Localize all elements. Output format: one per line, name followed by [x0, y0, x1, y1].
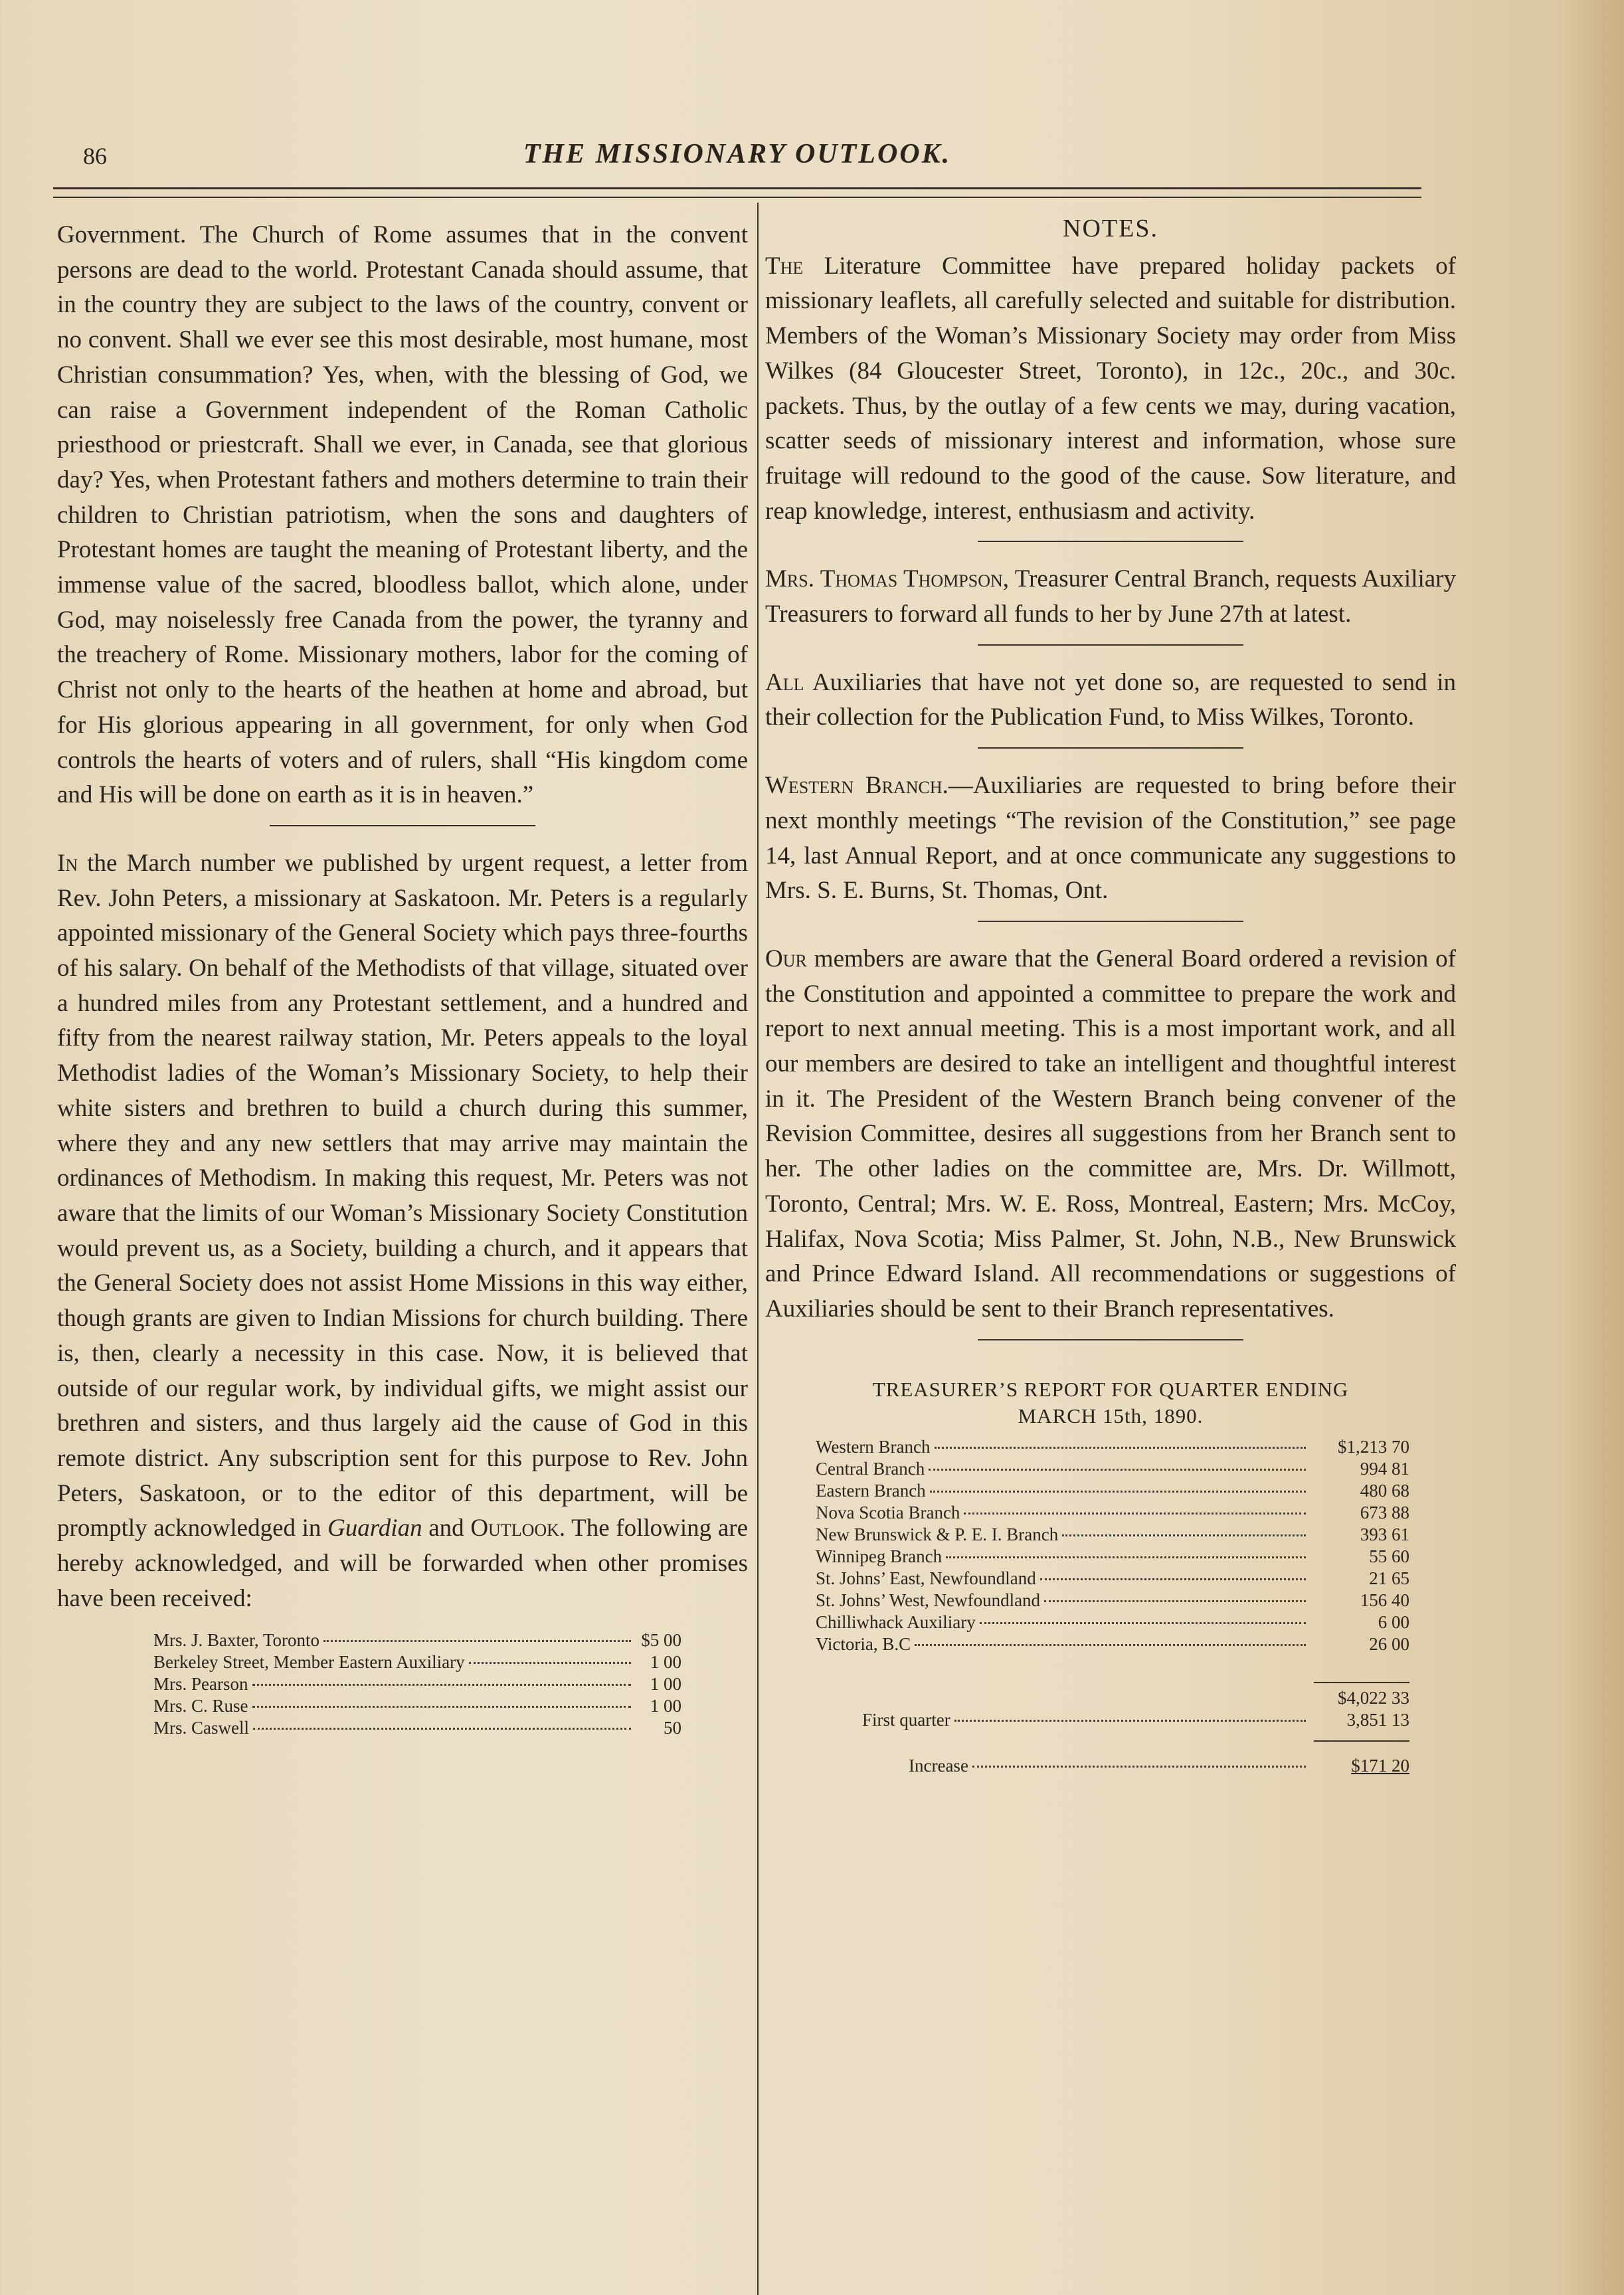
list-item: Mrs. C. Ruse 1 00 — [153, 1696, 681, 1716]
literature-note: The Literature Committee have prepared holiday packets of missionary leaflets, all carefully selected and suitable for distribution. Members of the Woman’s Missionary Society may order from Miss Wilkes (84 Gloucester Street, Toronto), in 12c., 20c., and 30c. packets. Thus, by the outlay of a few cents we may, during vacation, scatter seeds of missionary interest and information, whose sure fruitage will redound to the good of the cause. Sow literature, and reap knowledge, interest, enthusiasm and activity. — [765, 252, 1456, 525]
table-row: Chilliwhack Auxiliary 6 00 — [816, 1611, 1409, 1632]
table-row: Victoria, B.C 26 00 — [816, 1633, 1409, 1654]
right-column — [765, 211, 1456, 1777]
government-paragraph: Government. The Church of Rome assumes that in the convent persons are dead to the world. Protestant Canada should assume, that in the country they are subject to the laws of the country, convent or no convent. Shall we ever see this most desirable, most humane, most Christian consummation? Yes, when, with the blessing of God, we can raise a Government independent of the Roman Catholic priesthood or priestcraft. Shall we ever, in Canada, see that glorious day? Yes, when Protestant fathers and mothers determine to train their children to Christian patriotism, when the sons and daughters of Protestant homes are taught the meaning of Protestant liberty, and the immense value of the sacred, bloodless ballot, which alone, under God, may noiselessly free Canada from the power, the tyranny and the treachery of Rome. Missionary mothers, labor for the coming of Christ not only to the hearts of the heathen at home and abroad, but for His glorious appearing in all government, for only when God controls the hearts of voters and of rulers, shall “His kingdom come and His will be done on earth as it is in heaven.” — [57, 221, 748, 809]
outlook-title: Outlook — [470, 1515, 559, 1542]
table-row: New Brunswick & P. E. I. Branch 393 61 — [816, 1524, 1409, 1544]
list-item: Mrs. Pearson 1 00 — [153, 1674, 681, 1695]
revision-note: Our members are aware that the General Board ordered a revision of the Constitution and appointed a committee to prepare the work and report to next annual meeting. This is a most important work, and all our members are desired to take an intelligent and thoughtful interest in it. The President of the Western Branch being convener of the Revision Committee, desires all suggestions from her Branch sent to her. The other ladies on the committee are, Mrs. Dr. Willmott, Toronto, Central; Mrs. W. E. Ross, Montreal, Eastern; Mrs. McCoy, Halifax, Nova Scotia; Miss Palmer, St. John, N.B., New Brunswick and Prince Edward Island. All recommendations or suggestions of Auxiliaries should be sent to their Branch representatives. — [765, 945, 1456, 1323]
drop-lead: In — [57, 849, 78, 877]
column-divider — [757, 203, 759, 2295]
guardian-title: Guardian — [327, 1515, 422, 1542]
branch-list — [765, 1436, 1456, 1777]
list-item: Mrs. J. Baxter, Toronto $5 00 — [153, 1630, 681, 1651]
header-rule-top — [53, 187, 1421, 189]
increase-row: Increase $171 20 — [909, 1755, 1409, 1776]
first-quarter-row: First quarter 3,851 13 — [862, 1709, 1409, 1730]
treasurer-note: Mrs. Thomas Thompson, Treasurer Central Branch, requests Auxiliary Treasurers to forward all funds to her by June 27th at latest. — [765, 565, 1456, 628]
western-branch-note: Western Branch.—Auxiliaries are requested to bring before their next monthly meetings “The revision of the Constitution,” see page 14, last Annual Report, and at once communicate any suggestions to Mrs. S. E. Burns, St. Thomas, Ont. — [765, 772, 1456, 905]
list-item: Berkeley Street, Member Eastern Auxiliary 1 00 — [153, 1652, 681, 1673]
total-rule — [1314, 1682, 1409, 1683]
promises-list — [57, 1629, 748, 1739]
appeal-and: and — [422, 1515, 471, 1542]
section-divider — [765, 632, 1456, 666]
header-rule-bottom — [53, 197, 1421, 198]
appeal-text-a: the March number we published by urgent request, a letter from Rev. John Peters, a missionary at Saskatoon. Mr. Peters is a regularly appointed missionary of the General Society which pays three-fourths of his salary. On behalf of the Methodists of that village, situated over a hundred miles from any Protestant settlement, and a hundred and fifty from the nearest railway station, Mr. Peters appeals to the loyal Methodist ladies of the Woman’s Missionary Society, to help their white sisters and brethren to build a church during this summer, where they and any new settlers that may arrive may maintain the ordinances of Methodism. In making this request, Mr. Peters was not aware that the limits of our Woman’s Missionary Society Constitution would prevent us, as a Society, building a church, and it appears that the General Society does not assist Home Missions in this way either, though grants are given to Indian Missions for church building. There is, then, clearly a necessity in this case. Now, it is believed that outside of our regular work, by individual gifts, we might assist our brethren and sisters, and thus largely aid the cause of God in this remote district. Any subscription sent for this purpose to Rev. John Peters, Saskatoon, or to the editor of this department, will be promptly acknowledged in — [57, 849, 748, 1542]
table-row: Eastern Branch 480 68 — [816, 1480, 1409, 1501]
list-item: Mrs. Caswell 50 — [153, 1718, 681, 1738]
section-divider — [765, 1327, 1456, 1360]
increase-rule — [1314, 1740, 1409, 1742]
table-row: Winnipeg Branch 55 60 — [816, 1546, 1409, 1566]
table-row: Nova Scotia Branch 673 88 — [816, 1502, 1409, 1522]
appeal-text-b: . The following are hereby acknowledged, and will be forwarded when other promises have been received: — [57, 1515, 748, 1612]
section-divider — [57, 813, 748, 846]
section-divider — [765, 529, 1456, 562]
saskatoon-appeal-paragraph — [57, 846, 748, 1616]
table-row: Western Branch $1,213 70 — [816, 1436, 1409, 1457]
report-title: TREASURER’S REPORT FOR QUARTER ENDING — [872, 1377, 1349, 1401]
treasurers-report — [765, 1376, 1456, 1777]
report-subtitle: MARCH 15th, 1890. — [1018, 1404, 1204, 1427]
running-title: THE MISSIONARY OUTLOOK. — [523, 139, 952, 169]
table-row: St. Johns’ East, Newfoundland 21 65 — [816, 1568, 1409, 1588]
auxiliaries-note: All Auxiliaries that have not yet done so, are requested to send in their collection for the Publication Fund, to Miss Wilkes, Toronto. — [765, 668, 1456, 731]
section-divider — [765, 909, 1456, 942]
table-row: Central Branch 994 81 — [816, 1458, 1409, 1479]
total-row: $4,022 33 — [1338, 1687, 1409, 1708]
page-number: 86 — [83, 143, 107, 169]
notes-heading: NOTES. — [1063, 215, 1158, 242]
section-divider — [765, 735, 1456, 769]
left-column — [57, 218, 748, 1739]
table-row: St. Johns’ West, Newfoundland 156 40 — [816, 1590, 1409, 1610]
page-header — [53, 133, 1421, 186]
